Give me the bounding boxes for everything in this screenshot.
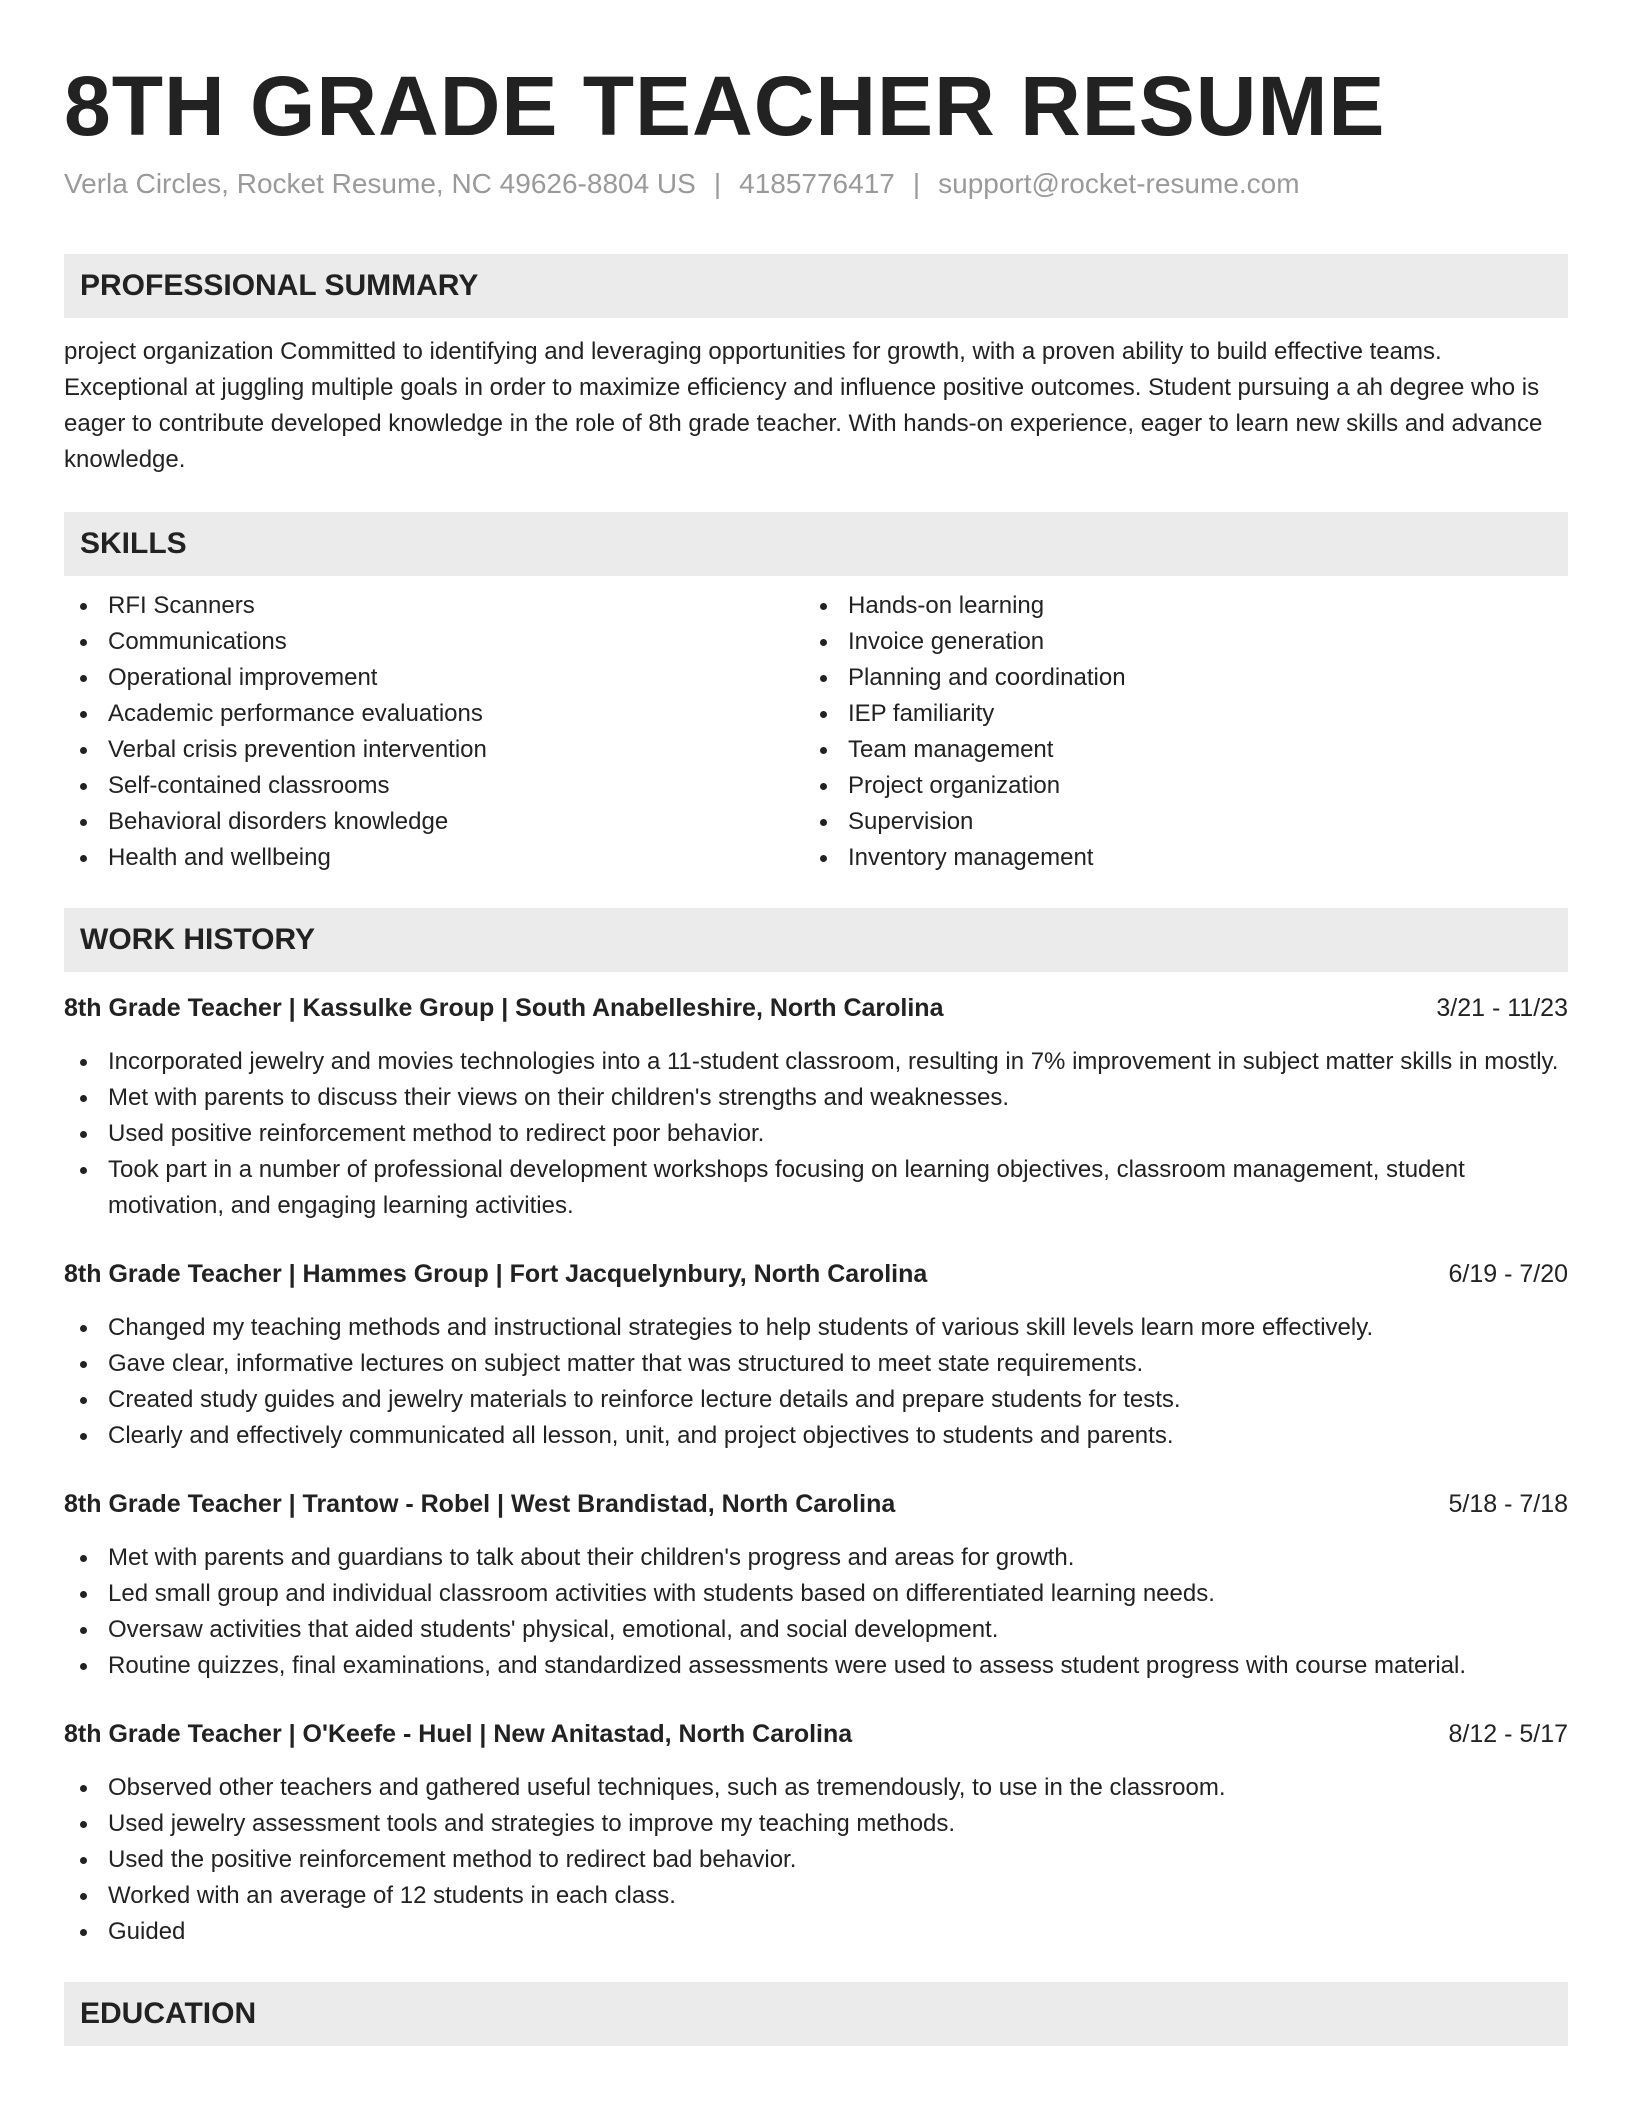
skill-item: Self-contained classrooms (64, 768, 804, 804)
contact-address: Verla Circles, Rocket Resume, NC 49626-8804 US (64, 168, 696, 199)
contact-line (64, 166, 1568, 202)
job-dates: 3/21 - 11/23 (1436, 994, 1568, 1022)
skill-item: Inventory management (804, 840, 1544, 876)
skill-item: Planning and coordination (804, 660, 1544, 696)
job-bullets (64, 1770, 1568, 1950)
contact-email: support@rocket-resume.com (938, 168, 1300, 199)
job-bullets (64, 1310, 1568, 1454)
summary-text: project organization Committed to identifying and leveraging opportunities for growth, with a proven ability to build effective teams. Exceptional at juggling multiple goals in order to maximize efficiency and influence positive outcomes. Student pursuing a ah degree who is eager to contribute developed knowledge in the role of 8th grade teacher. With hands-on experience, eager to learn new skills and advance knowledge. (64, 338, 1543, 473)
skill-item: Health and wellbeing (64, 840, 804, 876)
job-title: 8th Grade Teacher | Kassulke Group | South Anabelleshire, North Carolina (64, 994, 944, 1022)
skill-item: Verbal crisis prevention intervention (64, 732, 804, 768)
job-bullet: Met with parents to discuss their views on their children's strengths and weaknesses. (64, 1080, 1568, 1116)
job-bullet: Routine quizzes, final examinations, and standardized assessments were used to assess student progress with course material. (64, 1648, 1568, 1684)
skills-column-right (804, 588, 1544, 876)
job-entry (64, 990, 1568, 1224)
job-title: 8th Grade Teacher | Trantow - Robel | West Brandistad, North Carolina (64, 1490, 896, 1518)
skill-item: Communications (64, 624, 804, 660)
job-bullet: Created study guides and jewelry materials to reinforce lecture details and prepare students for tests. (64, 1382, 1568, 1418)
resume-title: 8TH GRADE TEACHER RESUME (64, 59, 1386, 153)
job-bullet: Used positive reinforcement method to redirect poor behavior. (64, 1116, 1568, 1152)
job-bullet: Changed my teaching methods and instructional strategies to help students of various skill levels learn more effectively. (64, 1310, 1568, 1346)
job-dates: 8/12 - 5/17 (1448, 1720, 1568, 1748)
job-bullets (64, 1540, 1568, 1684)
skill-item: Invoice generation (804, 624, 1544, 660)
job-entry (64, 1716, 1568, 1950)
job-bullet: Met with parents and guardians to talk about their children's progress and areas for growth. (64, 1540, 1568, 1576)
skills-heading: SKILLS (64, 512, 1568, 576)
job-bullets (64, 1044, 1568, 1224)
job-bullet: Took part in a number of professional development workshops focusing on learning objectives, classroom management, student motivation, and engaging learning activities. (64, 1152, 1568, 1224)
contact-phone: 4185776417 (739, 168, 895, 199)
skills-list (64, 588, 1568, 876)
skill-item: RFI Scanners (64, 588, 804, 624)
education-heading: EDUCATION (64, 1982, 1568, 2046)
skill-item: Hands-on learning (804, 588, 1544, 624)
skills-column-left (64, 588, 804, 876)
summary-heading: PROFESSIONAL SUMMARY (64, 254, 1568, 318)
job-dates: 6/19 - 7/20 (1448, 1260, 1568, 1288)
job-dates: 5/18 - 7/18 (1448, 1490, 1568, 1518)
job-bullet: Guided (64, 1914, 1568, 1950)
job-title: 8th Grade Teacher | Hammes Group | Fort Jacquelynbury, North Carolina (64, 1260, 928, 1288)
job-bullet: Gave clear, informative lectures on subject matter that was structured to meet state requirements. (64, 1346, 1568, 1382)
contact-separator: | (713, 168, 722, 199)
job-bullet: Worked with an average of 12 students in each class. (64, 1878, 1568, 1914)
skill-item: Academic performance evaluations (64, 696, 804, 732)
job-bullet: Used the positive reinforcement method to redirect bad behavior. (64, 1842, 1568, 1878)
skill-item: Operational improvement (64, 660, 804, 696)
skill-item: Supervision (804, 804, 1544, 840)
job-bullet: Incorporated jewelry and movies technologies into a 11-student classroom, resulting in 7% improvement in subject matter skills in mostly. (64, 1044, 1568, 1080)
job-bullet: Clearly and effectively communicated all lesson, unit, and project objectives to students and parents. (64, 1418, 1568, 1454)
skill-item: Project organization (804, 768, 1544, 804)
contact-separator: | (912, 168, 921, 199)
job-entry (64, 1256, 1568, 1454)
job-bullet: Led small group and individual classroom activities with students based on differentiated learning needs. (64, 1576, 1568, 1612)
job-bullet: Used jewelry assessment tools and strategies to improve my teaching methods. (64, 1806, 1568, 1842)
job-title: 8th Grade Teacher | O'Keefe - Huel | New Anitastad, North Carolina (64, 1720, 853, 1748)
job-bullet: Observed other teachers and gathered useful techniques, such as tremendously, to use in the classroom. (64, 1770, 1568, 1806)
job-bullet: Oversaw activities that aided students' physical, emotional, and social development. (64, 1612, 1568, 1648)
skill-item: Behavioral disorders knowledge (64, 804, 804, 840)
skill-item: IEP familiarity (804, 696, 1544, 732)
job-entry (64, 1486, 1568, 1684)
work-history-heading: WORK HISTORY (64, 908, 1568, 972)
skill-item: Team management (804, 732, 1544, 768)
